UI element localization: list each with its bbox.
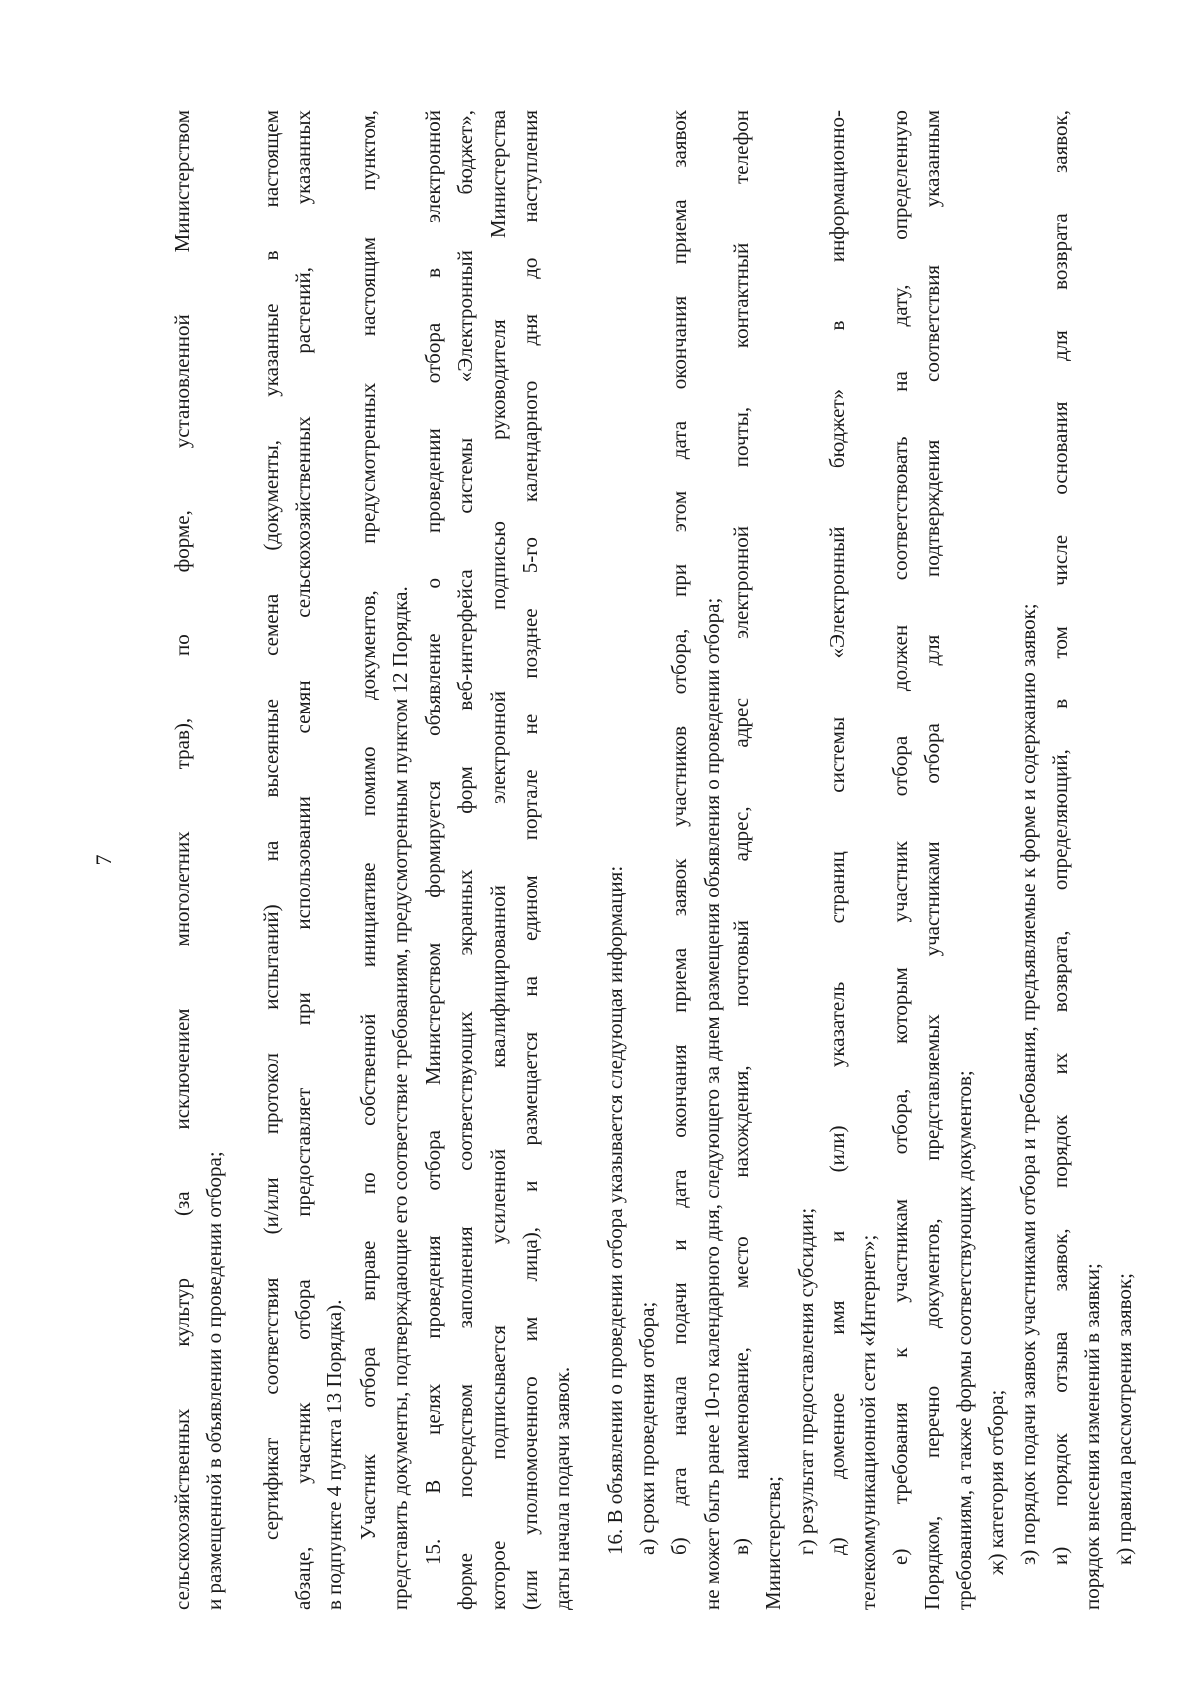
text-line: сельскохозяйственных культур (за исключением многолетних трав), по форме, установленной Министерством — [170, 110, 194, 1610]
text-line: требованиям, а также формы соответствующих документов; — [952, 1070, 976, 1610]
text-line: е) требования к участникам отбора, которым участник отбора должен соответствовать на дату, определенную — [888, 110, 912, 1565]
text-line: порядок внесения изменений в заявки; — [1080, 1263, 1104, 1610]
text-line: телекоммуникационной сети «Интернет»; — [856, 1234, 880, 1610]
text-line: не может быть ранее 10-го календарного дня, следующего за днем размещения объявления о проведении отбора; — [700, 597, 724, 1610]
page-number: 7 — [91, 854, 116, 866]
text-line: Министерства; — [761, 1476, 785, 1610]
text-line: в) наименование, место нахождения, почтовый адрес, адрес электронной почты, контактный телефон — [729, 110, 753, 1555]
text-line: (или уполномоченного им лица), и размещается на едином портале не позднее 5-го календарного дня до наступления — [518, 110, 542, 1610]
text-line: сертификат соответствия (и/или протокол испытаний) на высеянные семена (документы, указанные в настоящем — [259, 110, 283, 1540]
text-line: которое подписывается усиленной квалифицированной электронной подписью руководителя Министерства — [486, 110, 510, 1610]
text-line: ж) категория отбора; — [984, 1389, 1008, 1575]
text-line: представить документы, подтверждающие его соответствие требованиям, предусмотренным пунктом 12 Порядка. — [388, 586, 412, 1610]
text-line: б) дата начала подачи и дата окончания приема заявок участников отбора, при этом дата окончания приема заявок — [667, 110, 691, 1555]
text-line: 16. В объявлении о проведении отбора указывается следующая информация: — [603, 865, 627, 1555]
text-line: Порядком, перечно документов, представляемых участниками отбора для подтверждения соответствия указанным — [920, 110, 944, 1610]
text-line: форме посредством заполнения соответствующих экранных форм веб-интерфейса системы «Электронный бюджет», — [453, 110, 477, 1610]
text-line: абзаце, участник отбора предоставляет при использовании семян сельскохозяйственных растений, указанных — [291, 110, 315, 1610]
text-line: д) доменное имя и (или) указатель страниц системы «Электронный бюджет» в информационно- — [825, 110, 849, 1555]
text-line: г) результат предоставления субсидии; — [794, 1207, 818, 1555]
text-line: Участник отбора вправе по собственной инициативе помимо документов, предусмотренных настоящим пунктом, — [356, 110, 380, 1540]
text-line: 15. В целях проведения отбора Министерством формируется объявление о проведении отбора в электронной — [421, 110, 445, 1565]
text-line: даты начала подачи заявок. — [550, 1366, 574, 1610]
text-line: к) правила рассмотрения заявок; — [1112, 1273, 1136, 1565]
text-line: и) порядок отзыва заявок, порядок их возврата, определяющий, в том числе основания для возврата заявок, — [1048, 110, 1072, 1565]
text-line: з) порядок подачи заявок участниками отбора и требования, предъявляемые к форме и содержанию заявок; — [1016, 603, 1040, 1565]
text-line: и размещенной в объявлении о проведении отбора; — [202, 1151, 226, 1610]
rotated-text-block — [91, 110, 1200, 1610]
text-line: а) сроки проведения отбора; — [635, 1301, 659, 1555]
text-line: в подпункте 4 пункта 13 Порядка). — [322, 1299, 346, 1610]
